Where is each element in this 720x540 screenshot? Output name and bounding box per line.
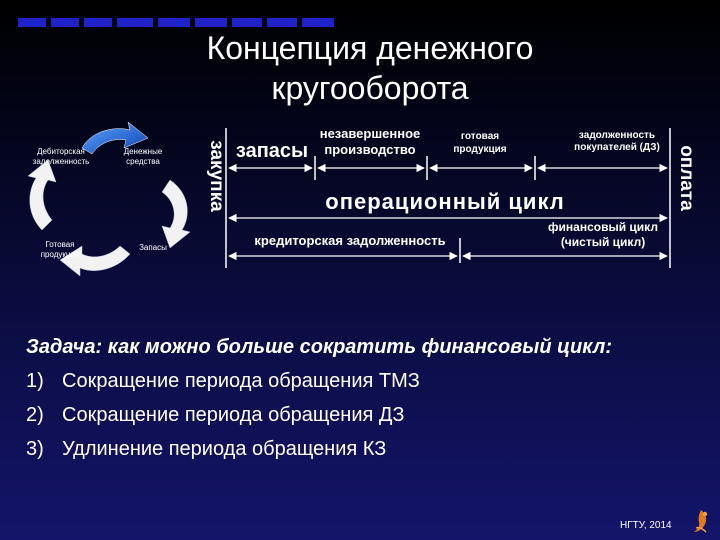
task-item-number: 3) <box>26 438 44 460</box>
cycle-arrow-right <box>162 180 190 248</box>
wip-label: незавершенное производство <box>319 126 421 157</box>
top-decorative-bar <box>18 18 334 27</box>
finished-goods-label: готовая продукция <box>453 131 507 155</box>
money-cycle-diagram <box>20 118 220 288</box>
task-item <box>26 364 686 398</box>
task-item-text: Сокращение периода обращения ТМЗ <box>62 370 420 392</box>
cycle-label-receivables: Дебиторская задолженность <box>32 147 90 166</box>
cycle-label-stock: Запасы <box>139 243 167 252</box>
task-item-number: 2) <box>26 404 44 426</box>
task-item <box>26 432 686 466</box>
cycle-arrow-left <box>28 160 56 230</box>
task-item-text: Удлинение периода обращения КЗ <box>62 438 387 460</box>
task-block <box>26 330 686 466</box>
task-item-number: 1) <box>26 370 44 392</box>
task-heading: Задача: как можно больше сократить финансовый цикл: <box>26 336 612 358</box>
operating-cycle-label: операционный цикл <box>325 189 565 214</box>
financial-cycle-label: финансовый цикл (чистый цикл) <box>548 220 658 249</box>
purchase-vertical-label: закупка <box>206 140 227 212</box>
stock-label: запасы <box>235 140 309 162</box>
task-item <box>26 398 686 432</box>
payables-label: кредиторская задолженность <box>254 233 446 248</box>
page-title: Концепция денежного кругооборота <box>206 30 534 106</box>
payment-vertical-label: оплата <box>676 145 697 211</box>
receivables-label: задолженность покупателей (ДЗ) <box>574 130 660 153</box>
university-logo-icon <box>690 508 712 534</box>
footer-credit: НГТУ, 2014 <box>620 520 672 531</box>
cycle-label-finished-goods: Готовая продукция <box>40 240 80 259</box>
cycle-label-cash: Денежные средства <box>123 147 163 166</box>
task-item-text: Сокращение периода обращения ДЗ <box>62 404 405 426</box>
